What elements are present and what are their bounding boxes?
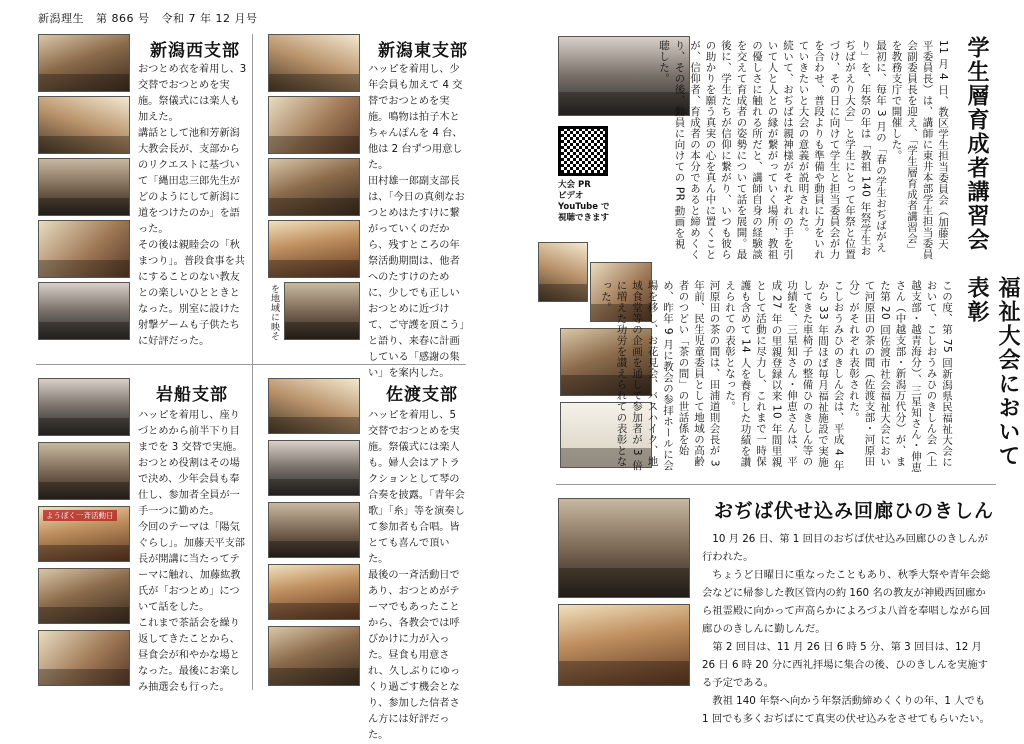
higashi-caption: を地域に映そ (269, 284, 279, 341)
issue-header (38, 10, 265, 26)
higashi-body (368, 62, 468, 382)
fukushi-paragraph: この度、第 75 回新潟県民福祉大会において、こしおうみひのきしん会（上越支部・越青海分）、三星知さん・伸恵さん（中越支部・新潟万代分）が、また第 20 回佐渡市社会福祉大会において河原田の茶の間（佐渡支部・河原田分）がそれぞれ表彰された。 (848, 280, 953, 473)
sado-photo-1 (268, 378, 360, 434)
gakusei-paragraph: 最初に、毎年 3 月の「春の学生おぢばがえり」を、年祭の年は「教祖 140 年祭学生おぢばがえり大会」と学生にとって年祭と位置づけ、その日に向けて学生と担当委員会が力を合わせ、普段よりも準備や動員に力をいれていきたいと大会の意義が説明された。 (797, 40, 887, 260)
oseki-photo-1 (558, 498, 690, 598)
higashi-paragraph: 田村雄一郎副支部長は、「今日の真剣なおつとめはたすけに繋がっていくのだから、残すところの年祭活動期間は、他者へのたすけのために、少しでも正しいおつとめに近づけて、ご守護を頂こう」と語り、来春に計画している「感謝の集い」を案内した。 (368, 176, 465, 379)
nishi-paragraph: 講話として池和芳新潟大教会長が、支部からのリクエストに基づいて「縄田忠三郎先生がどのようにして新潟に道をつけたのか」を語った。 (138, 128, 240, 235)
higashi-photo-2 (268, 96, 360, 154)
iwafune-photo-1 (38, 378, 130, 436)
iwafune-title: 岩船支部 (156, 385, 228, 405)
gakusei-paragraph: 続いて、おぢばは親神様がそれぞれの手を引いて人と人との縁が繋がっていく場所、教祖の優しさに触れる所だと、講師自身の経験談を交えて育成者の姿勢について話を展開。最後に、学生たちが信仰に繋がり、いつも彼らの助かりを願う真実の心を真ん中に置くことが、信仰者、育成者の本分であると締めくくり、その後、動員に向けての PR 動画を視聴した。 (658, 40, 794, 260)
paper-name: 新潟理生 (38, 12, 84, 25)
nishi-body (138, 62, 248, 350)
fukushi-paragraph: こしおうみひのきしん会は、平成 4 年から 33 年間ほぼ毎月福祉施設で実施してきた車椅子の整備ひのきしん等の功績を、三星知さん・伸恵さんは、平成 27 年の里親登録以来 10 年間里親として活動に尽力し、これまで一時保護も含めて 14 人を養育した功績を讃えられての表彰となった。 (724, 280, 845, 471)
issue-date: 令和 7 年 12 月号 (161, 12, 258, 25)
nishi-photo-3 (38, 158, 130, 216)
right-row-divider (556, 484, 996, 485)
oseki-paragraph: 第 2 回目は、11 月 26 日 6 時 5 分、第 3 回目は、12 月 26 日 6 時 20 分に西礼拝場に集合の後、ひのきしんを実施する予定である。 (702, 641, 988, 689)
oseki-photo-2 (558, 604, 690, 686)
column-divider (252, 34, 253, 690)
qr-caption: 大会 PR ビデオ YouTube で 視聴できます (558, 180, 610, 223)
higashi-title: 新潟東支部 (378, 41, 468, 61)
sado-photo-5 (268, 626, 360, 686)
higashi-paragraph: ハッピを着用し、少年会員も加えて 4 交替でおつとめを実施。鳴物は拍子木とちゃんぽんを 4 台、他は 2 台ずつ用意した。 (368, 64, 463, 171)
iwafune-photo-4 (38, 568, 130, 624)
sado-body (368, 408, 468, 744)
gakusei-body (620, 40, 950, 260)
gakusei-paragraph: 11 月 4 日、教区学生担当委員会（加藤天平委員長）は、講師に東井本部学生担当委員会副委員長を迎え、「学生層育成者講習会」を教務支庁で開催した。 (890, 40, 949, 260)
sado-title: 佐渡支部 (386, 385, 458, 405)
fukushi-paragraph: 河原田の茶の間は、田浦道則会長が 3 年前、民生児童委員として地域の高齢者のつどい「茶の間」の世話係を始め、昨年 9 月に教会の参拝ホールに会場を移し、お花見会、バスハイク、地域食堂等の企画を通して参加者が 3 倍に増えた功労を讃えられての表彰となった。 (600, 280, 721, 471)
sado-photo-3 (268, 502, 360, 558)
fukushi-body (600, 280, 954, 476)
oseki-paragraph: 教祖 140 年祭へ向かう年祭活動締めくくりの年、1 人でも 1 回でも多くおぢばにて真実の伏せ込みをさせてもらいたい。 (702, 695, 990, 725)
oseki-body (702, 530, 992, 728)
sado-paragraph: 最後の一斉活動日であり、おつとめがテーマでもあったことから、各教会では呼びかけに力が入った。昼食も用意され、久しぶりにゆっくり過ごす機会となり、参加した信者さん方には好評だった。 (368, 570, 461, 741)
nishi-title: 新潟西支部 (150, 41, 240, 61)
iwafune-photo-3 (38, 506, 130, 562)
iwafune-photo-5 (38, 630, 130, 686)
issue-number: 第 866 号 (96, 12, 150, 25)
nishi-photo-2 (38, 96, 130, 154)
nishi-photo-1 (38, 34, 130, 92)
higashi-photo-5 (284, 282, 360, 340)
fukushi-photo-1 (538, 242, 588, 302)
qr-code-icon[interactable] (558, 126, 608, 176)
iwafune-photo-2 (38, 442, 130, 500)
oseki-paragraph: ちょうど日曜日に重なったこともあり、秋季大祭や青年会総会などに帰参した教区管内の約 160 名の教友が神殿西回廊から祖霊殿に向かって声高らかによろづよ八首を奉唱しながら回廊ひのきしんに勤しんだ。 (702, 569, 991, 635)
gakusei-title: 学生層育成者講習会 (964, 36, 990, 252)
sado-photo-4 (268, 564, 360, 620)
nishi-paragraph: おつとめ衣を着用し、3 交替でおつとめを実施。祭儀式には楽人も加えた。 (138, 64, 247, 123)
nishi-photo-5 (38, 282, 130, 340)
higashi-photo-4 (268, 220, 360, 278)
oseki-paragraph: 10 月 26 日、第 1 回目のおぢば伏せ込み回廊ひのきしんが行われた。 (702, 533, 988, 563)
sado-paragraph: ハッピを着用し、5 交替でおつとめを実施。祭儀式には楽人も。婦人会はアトラクションとして琴の合奏を披露。「青年会歌」「糸」等を演奏して参加者も合唱。皆とても喜んで頂いた。 (368, 410, 465, 565)
higashi-photo-1 (268, 34, 360, 92)
higashi-photo-3 (268, 158, 360, 216)
iwafune-body (138, 408, 248, 696)
iwafune-paragraph: 今回のテーマは「陽気ぐらし」。加藤天平支部長が開講に当たってテーマに触れ、加藤紘教氏が「おつとめ」について話をした。 (138, 522, 245, 613)
iwafune-paragraph: ハッピを着用し、座りづとめから前半下り目までを 3 交替で実施。おつとめ役割はその場で決め、少年会員も奉仕し、参加者全員が一手一つに勤めた。 (138, 410, 243, 517)
nishi-paragraph: その後は親睦会の「秋まつり」。普段食事を共にすることのない教友との楽しいひとときとなった。別室に設けた射撃ゲームも子供たちに好評だった。 (138, 240, 245, 347)
fukushi-title: 福祉大会において表彰 (964, 276, 1021, 468)
iwafune-paragraph: これまで茶話会を繰り返してきたことから、昼食会が和やかな場となった。最後にお楽しみ抽選会も行った。 (138, 618, 240, 693)
iwafune-banner: ようぼく一斉活動日 (43, 510, 117, 521)
oseki-title: おぢば伏せ込み回廊ひのきしん (714, 500, 995, 522)
nishi-photo-4 (38, 220, 130, 278)
sado-photo-2 (268, 440, 360, 496)
